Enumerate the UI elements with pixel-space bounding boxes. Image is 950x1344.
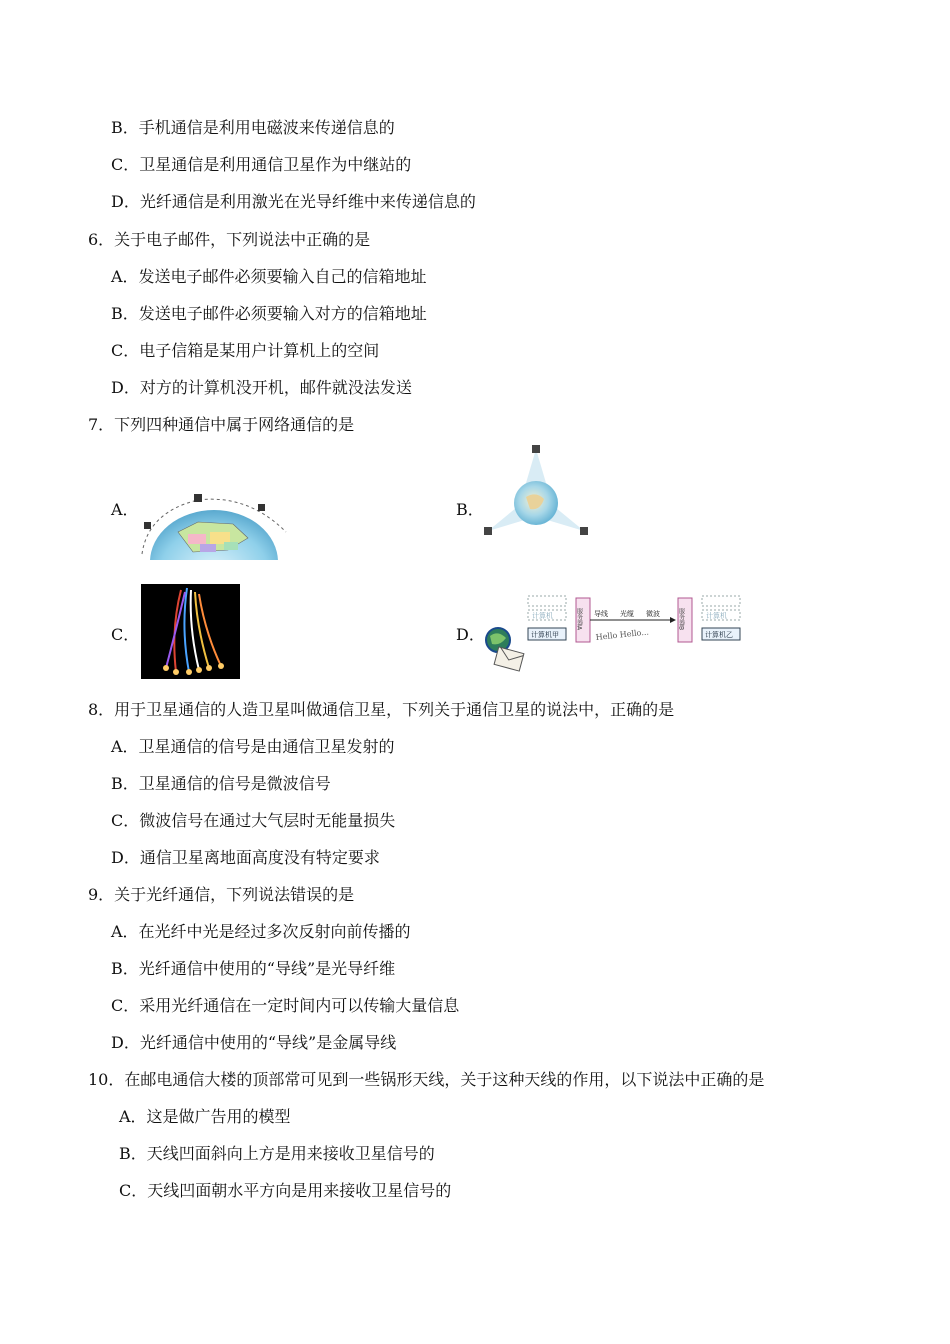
q8-option-d: D．通信卫星离地面高度没有特定要求 xyxy=(111,848,380,867)
q7-option-c-optical-fiber-image xyxy=(141,584,240,679)
q5-option-c: C．卫星通信是利用通信卫星作为中继站的 xyxy=(111,155,412,174)
q8-option-c: C．微波信号在通过大气层时无能量损失 xyxy=(111,811,396,830)
q7-option-a-globe-satellites-image xyxy=(138,492,290,560)
q5-option-d: D．光纤通信是利用激光在光导纤维中来传递信息的 xyxy=(111,192,476,211)
q8-stem: 8．用于卫星通信的人造卫星叫做通信卫星，下列关于通信卫星的说法中，正确的是 xyxy=(88,700,675,719)
q10-stem: 10．在邮电通信大楼的顶部常可见到一些锅形天线，关于这种天线的作用，以下说法中正确的是 xyxy=(88,1070,765,1089)
q9-option-c: C．采用光纤通信在一定时间内可以传输大量信息 xyxy=(111,996,460,1015)
q6-option-a: A．发送电子邮件必须要输入自己的信箱地址 xyxy=(111,267,427,286)
q9-option-b: B．光纤通信中使用的“导线”是光导纤维 xyxy=(111,959,396,978)
diagram-cable-label: 光缆 xyxy=(620,610,634,618)
q7-option-b-label: B． xyxy=(456,500,484,519)
q9-option-d: D．光纤通信中使用的“导线”是金属导线 xyxy=(111,1033,397,1052)
diagram-wire-label: 导线 xyxy=(594,610,608,618)
q7-option-d-label: D． xyxy=(456,625,485,644)
q9-option-a: A．在光纤中光是经过多次反射向前传播的 xyxy=(111,922,411,941)
diagram-microwave-label: 微波 xyxy=(646,610,660,618)
q7-option-c-label: C． xyxy=(111,625,140,644)
diagram-pc-b: 计算机乙 xyxy=(705,631,733,639)
q7-stem: 7．下列四种通信中属于网络通信的是 xyxy=(88,415,355,434)
q10-option-a: A．这是做广告用的模型 xyxy=(119,1107,291,1126)
q6-option-c: C．电子信箱是某用户计算机上的空间 xyxy=(111,341,380,360)
q7-option-b-globe-three-satellites-image xyxy=(482,445,590,537)
q5-option-b: B．手机通信是利用电磁波来传递信息的 xyxy=(111,118,395,137)
q6-option-b: B．发送电子邮件必须要输入对方的信箱地址 xyxy=(111,304,427,323)
diagram-hello-text: Hello Hello... xyxy=(595,627,650,642)
q6-stem: 6．关于电子邮件，下列说法中正确的是 xyxy=(88,230,371,249)
q7-option-a-label: A． xyxy=(111,500,139,519)
diagram-pc-faint-2: 计算机 xyxy=(706,612,727,620)
q8-option-b: B．卫星通信的信号是微波信号 xyxy=(111,774,331,793)
diagram-pc-faint-1: 计算机 xyxy=(532,612,553,620)
diagram-server-a: 服务器A xyxy=(575,608,583,631)
q10-option-b: B．天线凹面斜向上方是用来接收卫星信号的 xyxy=(119,1144,435,1163)
q6-option-d: D．对方的计算机没开机，邮件就没法发送 xyxy=(111,378,412,397)
q8-option-a: A．卫星通信的信号是由通信卫星发射的 xyxy=(111,737,395,756)
diagram-server-b: 服务器B xyxy=(677,608,685,631)
q10-option-c: C．天线凹面朝水平方向是用来接收卫星信号的 xyxy=(119,1181,452,1200)
diagram-pc-a: 计算机甲 xyxy=(531,631,559,639)
q7-option-d-network-diagram xyxy=(480,592,742,680)
q9-stem: 9．关于光纤通信，下列说法错误的是 xyxy=(88,885,355,904)
